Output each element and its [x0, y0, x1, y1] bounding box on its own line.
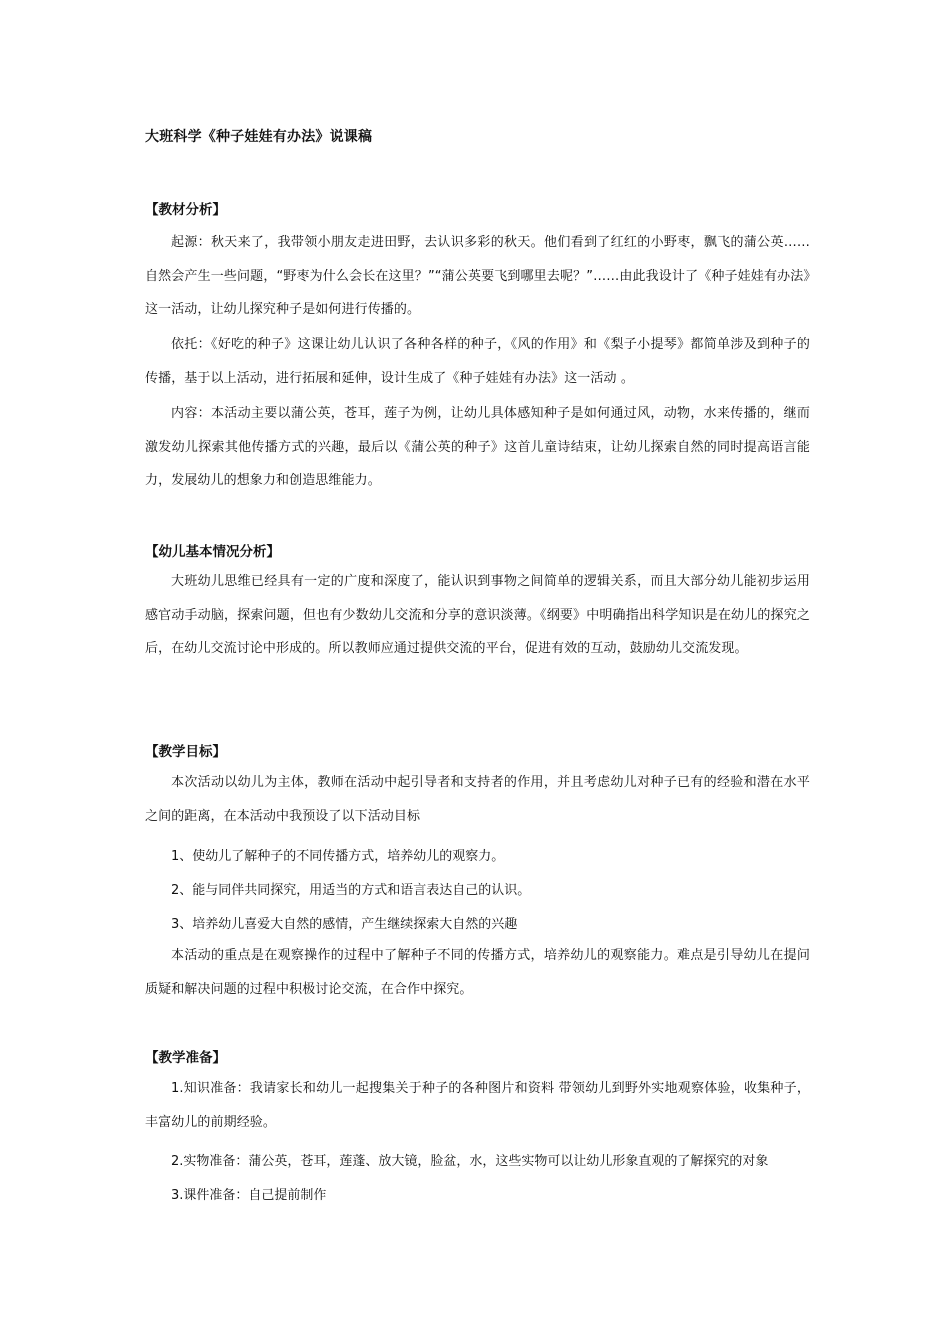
paragraph-children-analysis: 大班幼儿思维已经具有一定的广度和深度了，能认识到事物之间简单的逻辑关系，而且大部分幼儿能初步运用感官动手动脑，探索问题，但也有少数幼儿交流和分享的意识淡薄。《纲要》中明确指出科学知识是在幼儿的探究之后，在幼儿交流讨论中形成的。所以教师应通过提供交流的平台，促进有效的互动，鼓励幼儿交流发现。	[145, 574, 810, 656]
section-heading-children-analysis: 【幼儿基本情况分析】	[145, 544, 280, 560]
preparation-item-knowledge: 1.知识准备：我请家长和幼儿一起搜集关于种子的各种图片和资料 带领幼儿到野外实地观察体验，收集种子，丰富幼儿的前期经验。	[145, 1081, 810, 1130]
paragraph-origin: 起源：秋天来了，我带领小朋友走进田野，去认识多彩的秋天。他们看到了红红的小野枣，飘飞的蒲公英……自然会产生一些问题，“野枣为什么会长在这里？”“蒲公英要飞到哪里去呢？”……由此我设计了《种子娃娃有办法》这一活动，让幼儿探究种子是如何进行传播的。	[145, 235, 810, 317]
preparation-item-materials: 2.实物准备：蒲公英，苍耳，莲蓬、放大镜，脸盆，水，这些实物可以让幼儿形象直观的了解探究的对象	[171, 1154, 769, 1169]
paragraph-basis: 依托：《好吃的种子》这课让幼儿认识了各种各样的种子，《风的作用》和《梨子小提琴》都简单涉及到种子的传播，基于以上活动，进行拓展和延伸，设计生成了《种子娃娃有办法》这一活动 。	[145, 337, 810, 386]
section-heading-material-analysis: 【教材分析】	[145, 202, 226, 218]
goal-item: 3、培养幼儿喜爱大自然的感情，产生继续探索大自然的兴趣	[171, 917, 518, 932]
preparation-item-courseware: 3.课件准备：自己提前制作	[171, 1188, 327, 1203]
paragraph-content: 内容：本活动主要以蒲公英，苍耳，莲子为例，让幼儿具体感知种子是如何通过风，动物，水来传播的，继而激发幼儿探索其他传播方式的兴趣，最后以《蒲公英的种子》这首儿童诗结束，让幼儿探索自然的同时提高语言能力，发展幼儿的想象力和创造思维能力。	[145, 406, 810, 488]
document-title: 大班科学《种子娃娃有办法》说课稿	[145, 129, 373, 145]
section-heading-goals: 【教学目标】	[145, 744, 226, 760]
goal-item: 1、使幼儿了解种子的不同传播方式，培养幼儿的观察力。	[171, 849, 505, 864]
paragraph-key-points: 本活动的重点是在观察操作的过程中了解种子不同的传播方式，培养幼儿的观察能力。难点是引导幼儿在提问质疑和解决问题的过程中积极讨论交流，在合作中探究。	[145, 948, 810, 997]
goal-item: 2、能与同伴共同探究，用适当的方式和语言表达自己的认识。	[171, 883, 531, 898]
section-heading-preparation: 【教学准备】	[145, 1050, 226, 1066]
paragraph-goals-intro: 本次活动以幼儿为主体，教师在活动中起引导者和支持者的作用，并且考虑幼儿对种子已有的经验和潜在水平之间的距离，在本活动中我预设了以下活动目标	[145, 775, 810, 824]
